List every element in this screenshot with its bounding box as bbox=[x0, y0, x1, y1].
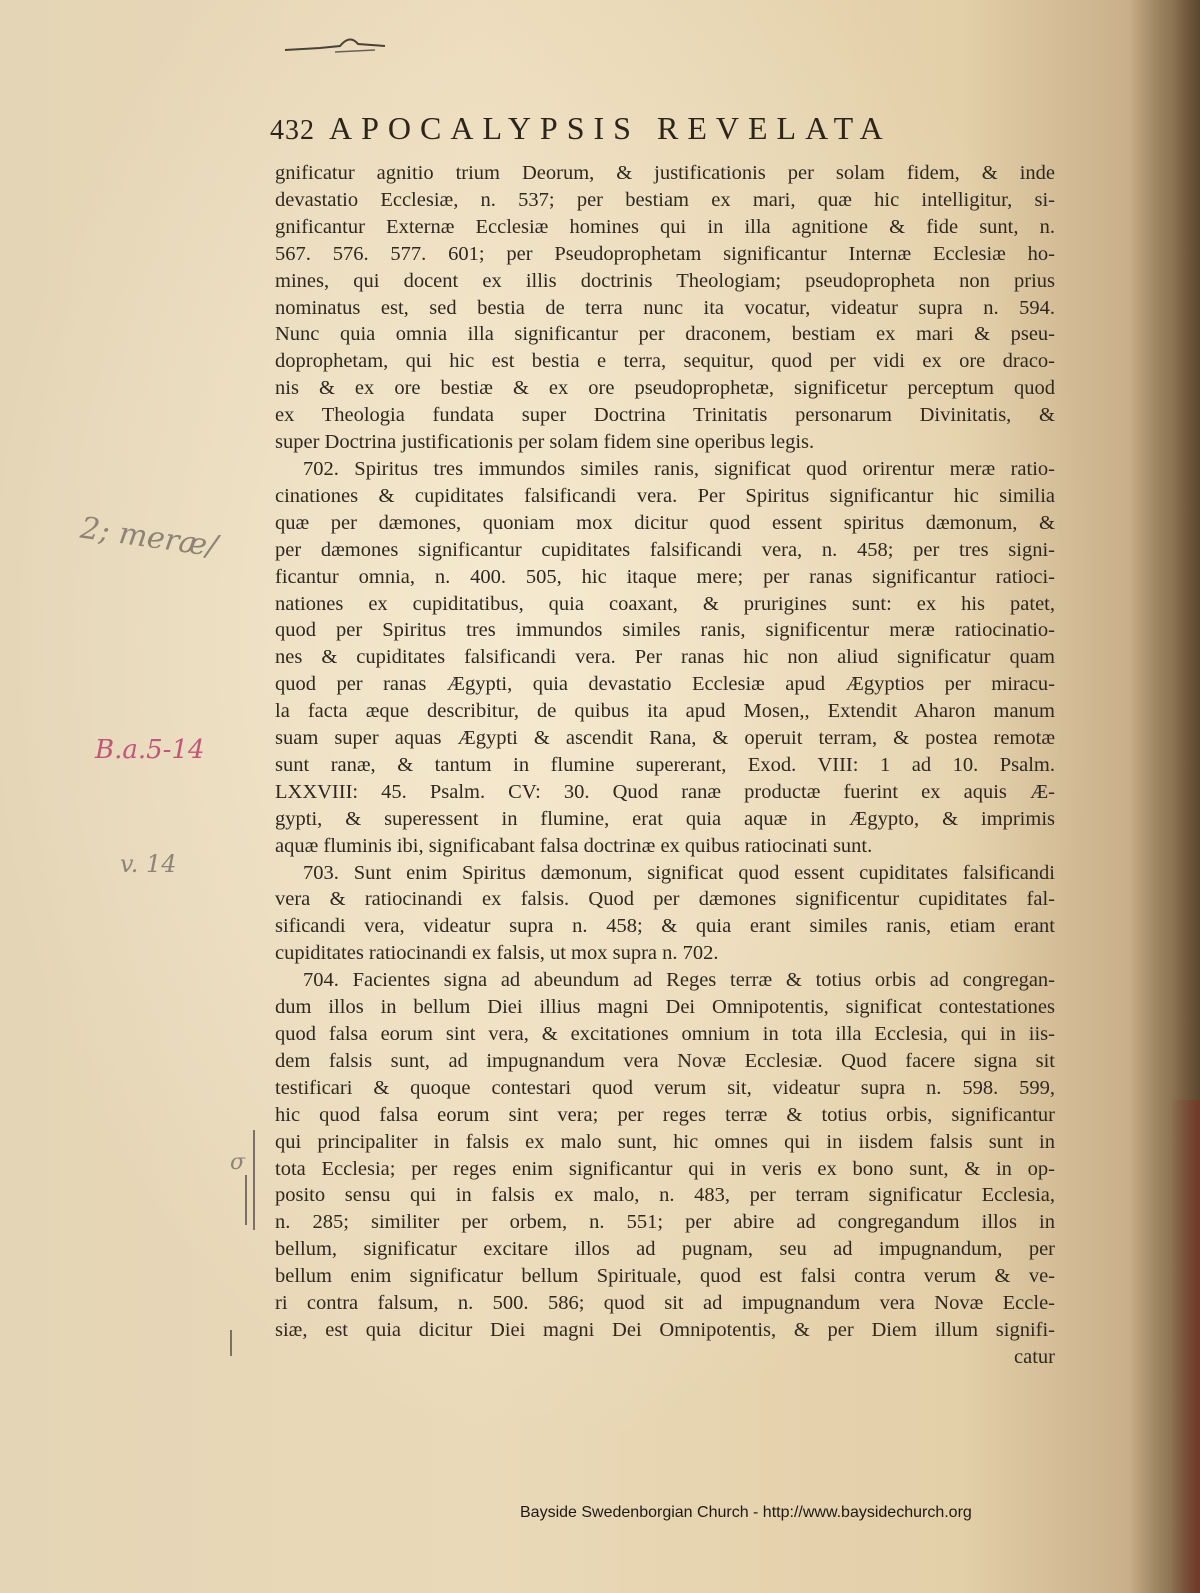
text-line: hic quod falsa eorum sint vera; per reges terræ & totius orbis, significantur bbox=[275, 1103, 1055, 1126]
text-line: quod per ranas Ægypti, quia devastatio Ecclesiæ apud Ægyptios per miracu- bbox=[275, 673, 1055, 696]
text-line: la facta æque describitur, de quibus ita apud Mosen,, Extendit Aharon manum bbox=[275, 700, 1055, 723]
text-line: cupiditates ratiocinandi ex falsis, ut mox supra n. 702. bbox=[275, 942, 719, 965]
text-line: nominatus est, sed bestia de terra nunc ita vocatur, videatur supra n. 594. bbox=[275, 296, 1055, 319]
text-line: LXXVIII: 45. Psalm. CV: 30. Quod ranæ productæ fuerint ex aquis Æ- bbox=[275, 780, 1055, 803]
body-text bbox=[275, 160, 1055, 1371]
running-head bbox=[270, 110, 1020, 156]
text-line: catur bbox=[1014, 1345, 1055, 1368]
text-line: aquæ fluminis ibi, significabant falsa doctrinæ ex quibus ratiocinati sunt. bbox=[275, 834, 873, 857]
text-line: gnificatur agnitio trium Deorum, & justificationis per solam fidem, & inde bbox=[275, 162, 1055, 184]
text-line: nationes ex cupiditatibus, quia coaxant, & prurigines sunt: ex his patet, bbox=[275, 592, 1055, 615]
text-line: dem falsis sunt, ad impugnandum vera Novæ Ecclesiæ. Quod facere signa sit bbox=[275, 1049, 1055, 1072]
text-line: n. 285; similiter per orbem, n. 551; per abire ad congregandum illos in bbox=[275, 1211, 1055, 1234]
text-line: ri contra falsum, n. 500. 586; quod sit ad impugnandum vera Novæ Eccle- bbox=[275, 1292, 1055, 1315]
text-line: gnificantur Externæ Ecclesiæ homines qui in illa agnitione & fide sunt, n. bbox=[275, 215, 1055, 238]
text-line: sificandi vera, videatur supra n. 458; & quia erant similes ranis, etiam erant bbox=[275, 915, 1055, 938]
footer-credit: Bayside Swedenborgian Church - http://www.baysidechurch.org bbox=[520, 1504, 972, 1521]
text-line: per dæmones significantur cupiditates falsificandi vera, n. 458; per tres signi- bbox=[275, 538, 1055, 561]
text-line: quæ per dæmones, quoniam mox dicitur quod essent spiritus dæmonum, & bbox=[275, 511, 1055, 534]
text-line: devastatio Ecclesiæ, n. 537; per bestiam ex mari, quæ hic intelligitur, si- bbox=[275, 188, 1055, 211]
text-line: sunt ranæ, & tantum in flumine supererant, Exod. VIII: 1 ad 10. Psalm. bbox=[275, 753, 1055, 776]
text-line: testificari & quoque contestari quod verum sit, videatur supra n. 598. 599, bbox=[275, 1076, 1055, 1099]
margin-pencil-mark bbox=[230, 1330, 232, 1356]
text-line: tota Ecclesia; per reges enim significantur qui in veris ex bono sunt, & in op- bbox=[275, 1157, 1055, 1180]
margin-note-pencil-mere: 2; meræ/ bbox=[78, 510, 220, 565]
margin-pencil-bracket bbox=[253, 1130, 255, 1230]
text-line: siæ, est quia dicitur Diei magni Dei Omnipotentis, & per Diem illum signifi- bbox=[275, 1318, 1055, 1341]
text-line: 703. Sunt enim Spiritus dæmonum, significat quod essent cupiditates falsificandi bbox=[303, 861, 1055, 884]
text-line: dum illos in bellum Diei illius magni Dei Omnipotentis, significat contestationes bbox=[275, 996, 1055, 1019]
text-line: quod falsa eorum sint vera, & excitationes omnium in tota illa Ecclesia, qui in iis- bbox=[275, 1023, 1055, 1045]
text-line: gypti, & superessent in flumine, erat quia aquæ in Ægypto, & imprimis bbox=[275, 807, 1055, 830]
text-line: nis & ex ore bestiæ & ex ore pseudoprophetæ, significetur perceptum quod bbox=[275, 377, 1055, 400]
edge-stain bbox=[1170, 1100, 1200, 1593]
text-line: ficantur omnia, n. 400. 505, hic itaque mere; per ranas significantur ratioci- bbox=[275, 565, 1055, 588]
text-line: 704. Facientes signa ad abeundum ad Reges terræ & totius orbis ad congregan- bbox=[303, 969, 1055, 992]
text-line: qui principaliter in falsis ex malo sunt, hic omnes qui in iisdem falsis sunt in bbox=[275, 1130, 1055, 1153]
text-line: doprophetam, qui hic est bestia e terra, sequitur, quod per vidi ex ore draco- bbox=[275, 350, 1055, 373]
margin-pencil-stroke bbox=[245, 1175, 247, 1225]
text-line: bellum, significatur excitare illos ad pugnam, seu ad impugnandum, per bbox=[275, 1238, 1055, 1261]
text-line: quod per Spiritus tres immundos similes ranis, significentur meræ ratiocinatio- bbox=[275, 619, 1055, 642]
text-line: ex Theologia fundata super Doctrina Trinitatis personarum Divinitatis, & bbox=[275, 404, 1055, 427]
margin-note-pencil-sigma: σ bbox=[230, 1150, 246, 1175]
text-line: super Doctrina justificationis per solam fidem sine operibus legis. bbox=[275, 431, 815, 454]
text-line: 567. 576. 577. 601; per Pseudoprophetam significantur Internæ Ecclesiæ ho- bbox=[275, 242, 1055, 265]
text-line: suam super aquas Ægypti & ascendit Rana, & operuit terram, & postea remotæ bbox=[275, 727, 1055, 750]
text-line: mines, qui docent ex illis doctrinis Theologiam; pseudopropheta non prius bbox=[275, 269, 1055, 292]
text-line: nes & cupiditates falsificandi vera. Per ranas hic non aliud significatur quam bbox=[275, 646, 1055, 669]
running-title: APOCALYPSIS REVELATA bbox=[329, 110, 892, 146]
text-line: cinationes & cupiditates falsificandi vera. Per Spiritus significantur hic similia bbox=[275, 484, 1055, 507]
page-number: 432 bbox=[270, 115, 315, 146]
ink-blot-mark bbox=[280, 28, 390, 68]
margin-note-red-shelfmark: B.a.5-14 bbox=[95, 735, 205, 765]
text-line: 702. Spiritus tres immundos similes ranis, significat quod orirentur meræ ratio- bbox=[303, 457, 1055, 480]
margin-note-pencil-v14: v. 14 bbox=[120, 850, 177, 878]
text-line: Nunc quia omnia illa significantur per draconem, bestiam ex mari & pseu- bbox=[275, 323, 1055, 346]
text-line: vera & ratiocinandi ex falsis. Quod per dæmones significentur cupiditates fal- bbox=[275, 888, 1055, 911]
text-line: bellum enim significatur bellum Spirituale, quod est falsi contra verum & ve- bbox=[275, 1265, 1055, 1288]
text-line: posito sensu qui in falsis ex malo, n. 483, per terram significatur Ecclesia, bbox=[275, 1184, 1055, 1207]
